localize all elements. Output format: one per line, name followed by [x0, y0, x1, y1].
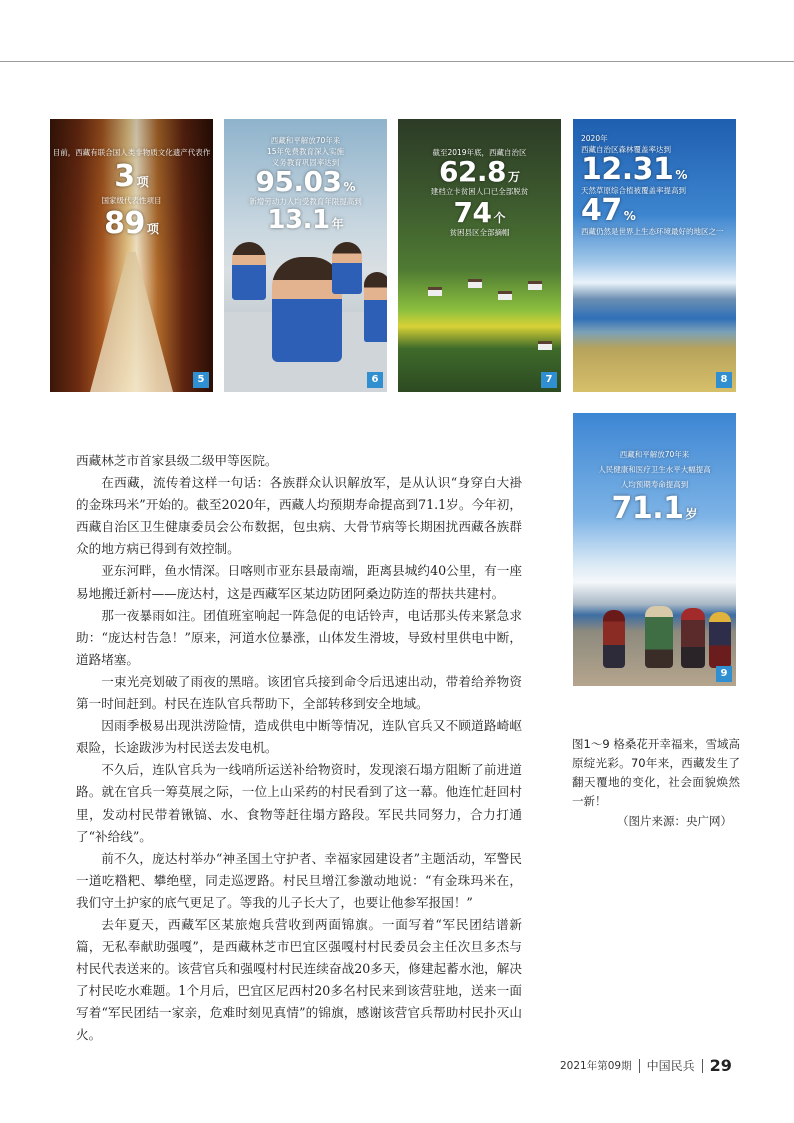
stat-number: 62.8	[438, 155, 507, 188]
stat-line: 义务教育巩固率达到	[271, 158, 340, 167]
stat-number: 95.03	[255, 165, 342, 198]
stat-line: 截至2019年底，西藏自治区	[432, 148, 527, 157]
photo-panel-poverty-alleviation	[398, 119, 561, 392]
magazine-name: 中国民兵	[646, 1059, 695, 1073]
article-body	[76, 450, 522, 1047]
photo-panel-education	[224, 119, 387, 392]
paragraph: 西藏林芝市首家县级二级甲等医院。	[76, 453, 278, 468]
stat-line: 新增劳动力人均受教育年限提高到	[249, 197, 362, 206]
photo-panel-health	[573, 413, 736, 686]
stat-line: 西藏和平解放70年来	[270, 136, 341, 145]
stat-unit: 项	[146, 222, 159, 236]
stat-line: 贫困县区全部摘帽	[449, 228, 510, 237]
stat-number: 13.1	[267, 205, 330, 235]
stat-line: 建档立卡贫困人口已全部脱贫	[430, 187, 529, 196]
student-figure	[364, 272, 387, 342]
paragraph: 一束光亮划破了雨夜的黑暗。该团官兵接到命令后迅速出动，带着给养物资第一时间赶到。村民在连队官兵帮助下，全部转移到安全地域。	[76, 673, 522, 712]
pilgrim-figure	[645, 606, 673, 668]
photo-panel-intangible-heritage	[50, 119, 213, 392]
panel-stats	[50, 147, 213, 239]
stat-row	[50, 206, 213, 241]
stat-row	[398, 155, 561, 188]
page-footer	[560, 1056, 750, 1075]
page-number: 29	[709, 1056, 732, 1075]
village-house	[498, 291, 512, 300]
stat-row	[398, 196, 561, 229]
stat-row	[224, 165, 387, 198]
footer-divider	[702, 1059, 703, 1073]
pilgrim-figure	[681, 608, 705, 668]
student-figure	[232, 242, 266, 300]
top-rule	[0, 61, 794, 62]
figure-caption: 图1～9 格桑花开幸福来，雪域高原绽光彩。70年来，西藏发生了翻天覆地的变化，社会面貌焕然一新！	[572, 737, 740, 808]
stat-row	[224, 207, 387, 233]
stat-number: 12.31	[581, 152, 674, 187]
stat-row	[581, 193, 736, 228]
stat-unit: %	[675, 168, 688, 182]
figure-number-badge: 9	[716, 666, 732, 682]
stat-number: 74	[453, 196, 492, 229]
stat-row	[50, 159, 213, 194]
footer-divider	[639, 1059, 640, 1073]
stat-unit: %	[623, 209, 636, 223]
stat-number: 71.1	[611, 491, 684, 526]
stat-line: 天然草原综合植被覆盖率提高到	[581, 186, 686, 195]
village-house	[538, 341, 552, 350]
stat-unit: 万	[508, 170, 521, 184]
figure-number-badge: 8	[716, 372, 732, 388]
stat-line: 15年免费教育深入实施	[266, 147, 345, 156]
stat-line: 人均预期寿命提高到	[620, 480, 689, 489]
figure-number-badge: 6	[367, 372, 383, 388]
stat-line: 西藏和平解放70年来	[619, 450, 690, 459]
panel-stats	[573, 449, 736, 524]
stat-unit: 年	[331, 217, 344, 231]
stat-line: 2020年	[581, 134, 608, 143]
stat-row	[573, 491, 736, 526]
image-source: （图片来源：央广网）	[617, 814, 732, 828]
panel-stats	[398, 147, 561, 238]
stat-number: 3	[114, 159, 135, 194]
issue-number: 2021年第09期	[560, 1060, 632, 1072]
photo-panel-ecology	[573, 119, 736, 392]
stat-line: 目前，西藏有联合国人类非物质文化遗产代表作	[52, 148, 211, 157]
stat-line: 国家级代表性项目	[101, 196, 162, 205]
panel-stats	[573, 133, 736, 237]
paragraph: 在西藏，流传着这样一句话：各族群众认识解放军，是从认识“身穿白大褂的金珠玛米”开始的。截至2020年，西藏人均预期寿命提高到71.1岁。今年初，西藏自治区卫生健康委员会公布数据，包虫病、大骨节病等长期困扰西藏各族群众的地方病已得到有效控制。	[76, 475, 522, 557]
stat-line: 人民健康和医疗卫生水平大幅提高	[598, 465, 711, 474]
paragraph: 因雨季极易出现洪涝险情，造成供电中断等情况，连队官兵又不顾道路崎岖艰险，长途跋涉为村民送去发电机。	[76, 718, 522, 756]
paragraph: 那一夜暴雨如注。团值班室响起一阵急促的电话铃声，电话那头传来紧急求助：“庞达村告急！”原来，河道水位暴涨，山体发生滑坡，导致村里供电中断，道路堵塞。	[76, 607, 522, 667]
stat-unit: 个	[493, 211, 506, 225]
village-house	[428, 287, 442, 296]
pilgrim-figure	[709, 612, 731, 668]
stat-number: 47	[581, 193, 622, 228]
stat-number: 89	[104, 206, 145, 241]
figure-number-badge: 5	[193, 372, 209, 388]
student-figure	[332, 242, 362, 294]
figure-number-badge: 7	[541, 372, 557, 388]
stat-row	[581, 152, 736, 187]
village-house	[528, 281, 542, 290]
stat-unit: 项	[136, 175, 149, 189]
paragraph: 不久后，连队官兵为一线哨所运送补给物资时，发现滚石塌方阻断了前进道路。就在官兵一筹莫展之际，一位上山采药的村民看到了这一幕。他连忙赶回村里，发动村民带着锹镐、水、食物等赶往塌方路段。军民共同努力，合力打通了“补给线”。	[76, 762, 522, 844]
stat-unit: %	[343, 180, 356, 194]
panel-stats	[224, 135, 387, 233]
paragraph: 前不久，庞达村举办“神圣国土守护者、幸福家园建设者”主题活动，军警民一道吃糌粑、攀绝壁，同走巡逻路。村民旦增江参激动地说：“有金珠玛米在，我们守土护家的底气更足了。等我的儿子长大了，也要让他参军报国！”	[76, 850, 522, 910]
village-house	[468, 279, 482, 288]
paragraph: 亚东河畔，鱼水情深。日喀则市亚东县最南端，距离县城约40公里，有一座易地搬迁新村——庞达村，这是西藏军区某边防团阿桑边防连的帮扶共建村。	[76, 563, 522, 601]
corridor-floor	[90, 252, 173, 392]
stat-unit: 岁	[685, 507, 698, 521]
stat-line: 西藏自治区森林覆盖率达到	[581, 145, 671, 154]
pilgrim-figure	[603, 610, 625, 668]
paragraph: 去年夏天，西藏军区某旅炮兵营收到两面锦旗。一面写着“军民团结谱新篇，无私奉献助强嘎”，是西藏林芝市巴宜区强嘎村村民委员会主任次旦多杰与村民代表送来的。该营官兵和强嘎村村民连续奋战20多天，修建起蓄水池，解决了村民吃水难题。1个月后，巴宜区尼西村20多名村民来到该营驻地，送来一面写着“军民团结一家亲，危难时刻见真情”的锦旗，感谢该营官兵帮助村民扑灭山火。	[76, 916, 522, 1043]
stat-line: 西藏仍然是世界上生态环境最好的地区之一	[581, 227, 724, 236]
